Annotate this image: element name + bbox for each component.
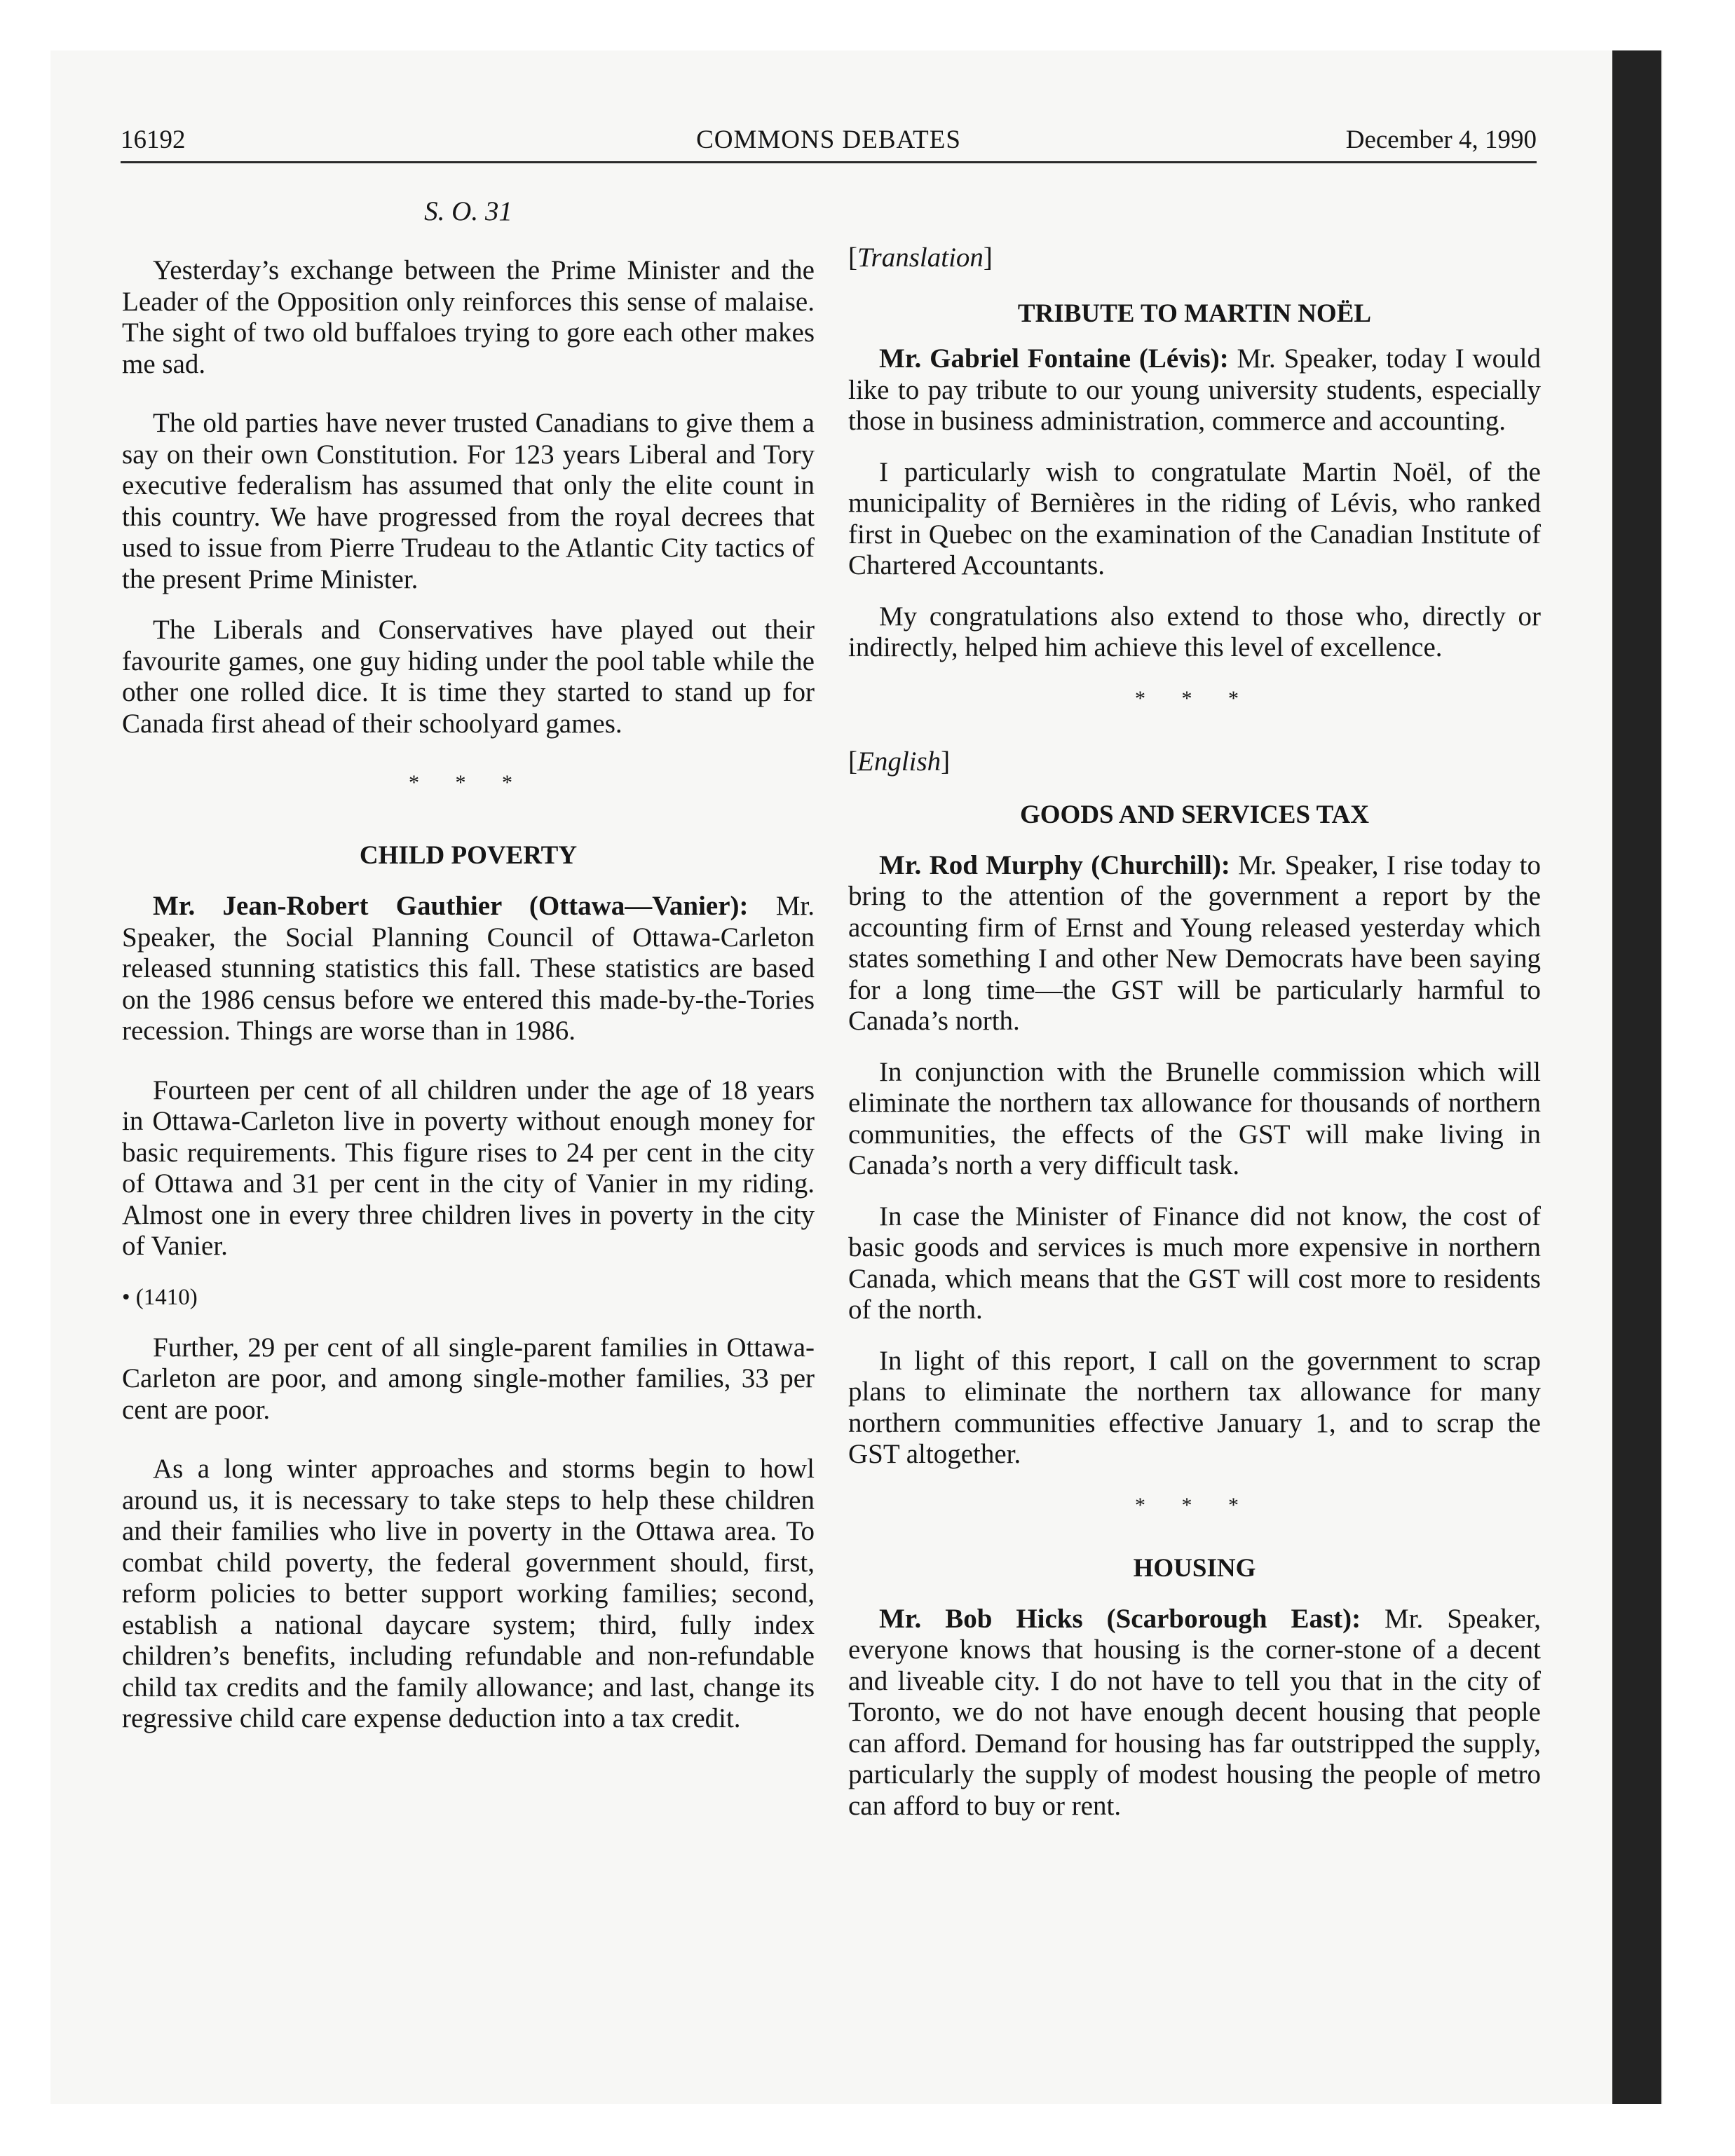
paragraph: Fourteen per cent of all children under the age of 18 years in Ottawa-Carleton live in poverty without enough money for basic requirements. This figure rises to 24 per cent in the city of Ottawa and 31 per cent in the city of Vanier in my riding. Almost one in every three children lives in poverty in the city of Vanier. [122,1074,815,1261]
paragraph: I particularly wish to congratulate Martin Noël, of the municipality of Bernières in the riding of Lévis, who ranked first in Quebec on the examination of the Canadian Institute of Chartered Accountants. [848,456,1541,580]
language-marker-text: Translation [857,243,984,273]
speech-text: Mr. Speaker, today I would like to pay tribute to our young university students, especially those in business administration, commerce and accounting. [848,343,1541,436]
left-column [122,191,815,1735]
paragraph: As a long winter approaches and storms begin to howl around us, it is necessary to take steps to help these children and their families who live in poverty in the Ottawa area. To combat child poverty, the federal government should, first, reform policies to better support working families; second, establish a national daycare system; third, fully index children’s benefits, including refundable and non-refundable child tax credits and the family allowance; and last, change its regressive child care expense deduction into a tax credit. [122,1454,815,1733]
paragraph: In light of this report, I call on the government to scrap plans to eliminate the northern tax allowance for many northern communities effective January 1, and to scrap the GST altogether. [848,1345,1541,1469]
section-heading: CHILD POVERTY [359,841,578,870]
speaker-name: Mr. Gabriel Fontaine (Lévis): [879,343,1229,374]
section-heading: GOODS AND SERVICES TAX [1020,800,1369,829]
section-separator: * * * [1135,686,1254,710]
right-column [848,191,1541,1822]
language-marker: [Translation] [848,243,993,273]
paragraph: The Liberals and Conservatives have played out their favourite games, one guy hiding under the pool table while the other one rolled dice. It is time they started to stand up for Canada first ahead of their schoolyard games. [122,615,815,739]
page-date: December 4, 1990 [1345,125,1537,154]
page-header [121,121,1537,160]
speaker-name: Mr. Bob Hicks (Scarborough East): [879,1603,1361,1634]
paragraph: In conjunction with the Brunelle commission which will eliminate the northern tax allowance for thousands of northern communities, the effects of the GST will make living in Canada’s north a very difficult task. [848,1056,1541,1180]
header-rule [121,161,1537,163]
language-marker: [English] [848,746,951,777]
speaker-name: Mr. Rod Murphy (Churchill): [879,850,1230,880]
speech-paragraph [848,343,1541,437]
paragraph: The old parties have never trusted Canadians to give them a say on their own Constitution. For 123 years Liberal and Tory executive federalism has assumed that only the elite count in this country. We have progressed from the royal decrees that used to issue from Pierre Trudeau to the Atlantic City tactics of the present Prime Minister. [122,408,815,594]
paragraph: Yesterday’s exchange between the Prime Minister and the Leader of the Opposition only reinforces this sense of malaise. The sight of two old buffaloes trying to gore each other makes me sad. [122,255,815,379]
section-heading: TRIBUTE TO MARTIN NOËL [1017,299,1372,328]
paragraph: Further, 29 per cent of all single-parent families in Ottawa-Carleton are poor, and among single-mother families, 33 per cent are poor. [122,1332,815,1425]
speech-paragraph [848,850,1541,1037]
section-separator: * * * [409,771,528,794]
speaker-name: Mr. Jean-Robert Gauthier (Ottawa—Vanier): [153,891,749,921]
section-separator: * * * [1135,1493,1254,1517]
speech-text: Mr. Speaker, the Social Planning Council of Ottawa-Carleton released stunning statistics this fall. These statistics are based on the 1986 census before we entered this made-by-the-Tories recession. Things are worse than in 1986. [122,891,815,1046]
language-marker-text: English [857,746,941,777]
speech-paragraph [122,891,815,1047]
scan-edge-shadow [1612,50,1661,2104]
page-number: 16192 [121,125,186,154]
paragraph: In case the Minister of Finance did not know, the cost of basic goods and services is much more expensive in northern Canada, which means that the GST will cost more to residents of the north. [848,1201,1541,1325]
speech-text: Mr. Speaker, everyone knows that housing is the corner-stone of a decent and liveable city. I do not have to tell you that in the city of Toronto, we do not have enough decent housing that people can afford. Demand for housing has far outstripped the supply, particularly the supply of modest housing the people of metro can afford to buy or rent. [848,1603,1542,1821]
speech-paragraph [848,1604,1541,1822]
section-heading: HOUSING [1133,1553,1256,1583]
paragraph: My congratulations also extend to those who, directly or indirectly, helped him achieve this level of excellence. [848,601,1541,662]
standing-order-marker: S. O. 31 [424,196,512,226]
time-marker: • (1410) [122,1284,198,1310]
speech-text: Mr. Speaker, I rise today to bring to the attention of the government a report by the accounting firm of Ernst and Young released yesterday which states something I and other New Democrats have been saying for a long time—the GST will be particularly harmful to Canada’s north. [848,850,1542,1036]
publication-title: COMMONS DEBATES [696,125,961,154]
